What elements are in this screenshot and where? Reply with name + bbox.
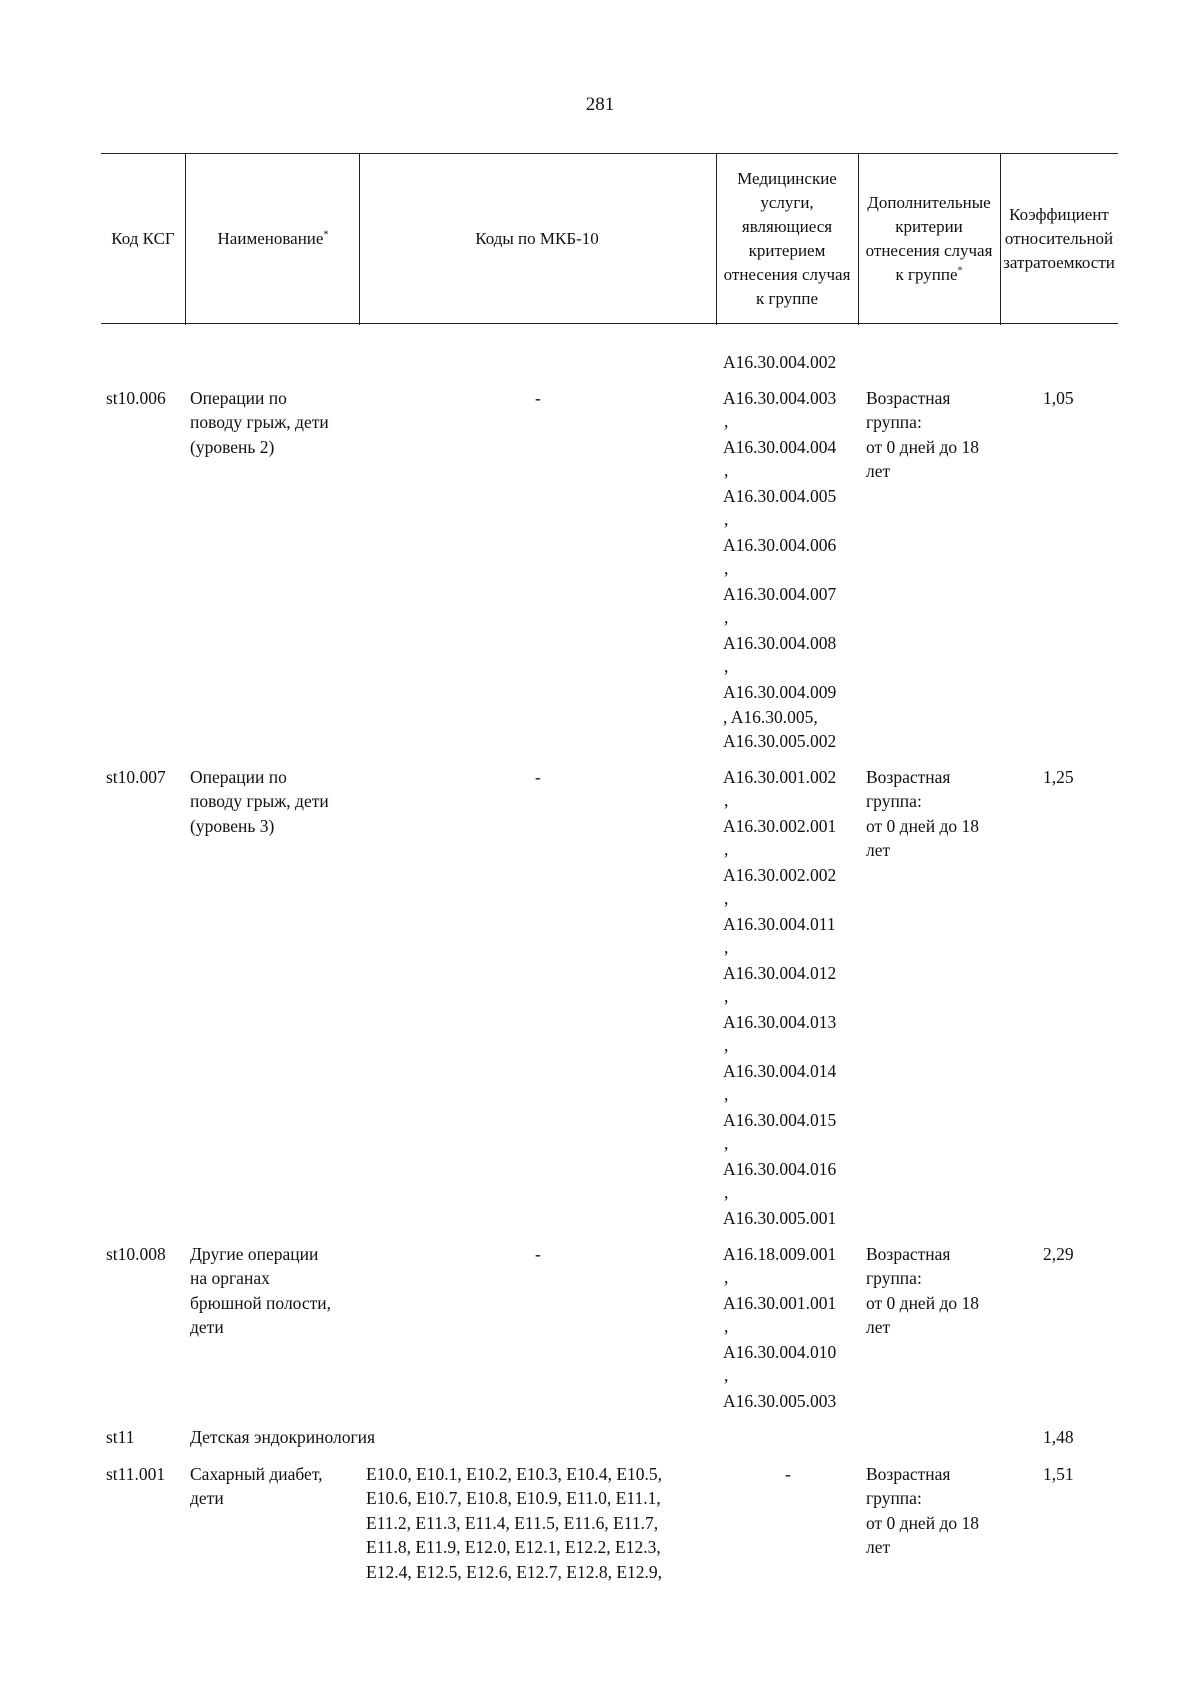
- separator: ,: [724, 1133, 729, 1153]
- separator: ,: [724, 1316, 729, 1336]
- coefficient-value: 1,48: [1043, 1427, 1074, 1447]
- service-code: A16.30.004.008: [723, 633, 837, 653]
- separator: ,: [724, 509, 729, 529]
- service-code: A16.30.004.003: [723, 388, 837, 408]
- group-name-line: (уровень 2): [190, 437, 275, 457]
- header-bottom-rule: [101, 323, 1118, 324]
- separator: ,: [724, 790, 729, 810]
- ksg-code: st11: [106, 1427, 135, 1447]
- header-top-rule: [101, 153, 1118, 154]
- group-name-line: поводу грыж, дети: [190, 791, 329, 811]
- header-name: Наименование*: [217, 229, 329, 248]
- separator: ,: [724, 460, 729, 480]
- service-code: A16.30.002.002: [723, 865, 837, 885]
- page-number: 281: [585, 94, 615, 115]
- coefficient-value: 1,05: [1043, 388, 1074, 408]
- service-code: A16.30.002.001: [723, 816, 837, 836]
- group-name-line: (уровень 3): [190, 816, 275, 836]
- service-code: A16.30.004.016: [723, 1159, 837, 1179]
- criteria-line: лет: [866, 1537, 891, 1557]
- services-dash: -: [785, 1464, 791, 1484]
- separator: ,: [724, 937, 729, 957]
- service-code: A16.30.004.009: [723, 682, 837, 702]
- service-code: A16.30.005.003: [723, 1391, 837, 1411]
- service-code: A16.30.001.001: [723, 1293, 837, 1313]
- separator: ,: [724, 839, 729, 859]
- column-divider: [359, 153, 360, 325]
- criteria-line: Возрастная: [866, 1464, 951, 1484]
- mkb-codes-line: E11.8, E11.9, E12.0, E12.1, E12.2, E12.3,: [366, 1537, 661, 1557]
- criteria-line: Возрастная: [866, 1244, 951, 1264]
- group-name-line: Сахарный диабет,: [190, 1464, 323, 1484]
- ksg-code: st10.006: [106, 388, 166, 408]
- column-divider: [858, 153, 859, 325]
- column-divider: [716, 153, 717, 325]
- criteria-line: от 0 дней до 18: [866, 1293, 979, 1313]
- service-code: A16.30.004.015: [723, 1110, 837, 1130]
- column-divider: [185, 153, 186, 325]
- ksg-code: st10.007: [106, 767, 166, 787]
- criteria-line: от 0 дней до 18: [866, 1513, 979, 1533]
- separator: ,: [724, 986, 729, 1006]
- service-code: , A16.30.005,: [723, 707, 818, 727]
- service-code: A16.30.004.006: [723, 535, 837, 555]
- group-name-line: дети: [190, 1317, 224, 1337]
- service-code: A16.30.001.002: [723, 767, 837, 787]
- criteria-line: группа:: [866, 791, 922, 811]
- group-name-line: дети: [190, 1488, 224, 1508]
- ksg-code: st10.008: [106, 1244, 166, 1264]
- service-code: A16.30.004.007: [723, 584, 837, 604]
- mkb-codes-dash: -: [535, 1244, 541, 1264]
- criteria-line: группа:: [866, 1268, 922, 1288]
- mkb-codes-line: E12.4, E12.5, E12.6, E12.7, E12.8, E12.9,: [366, 1562, 663, 1582]
- service-code: A16.30.004.013: [723, 1012, 837, 1032]
- service-code: A16.30.004.011: [723, 914, 836, 934]
- service-code: A16.30.004.014: [723, 1061, 837, 1081]
- mkb-codes-dash: -: [535, 388, 541, 408]
- service-code: A16.30.004.010: [723, 1342, 837, 1362]
- coefficient-value: 2,29: [1043, 1244, 1074, 1264]
- separator: ,: [724, 558, 729, 578]
- mkb-codes-line: E10.0, E10.1, E10.2, E10.3, E10.4, E10.5,: [366, 1464, 663, 1484]
- coefficient-value: 1,25: [1043, 767, 1074, 787]
- separator: ,: [724, 1365, 729, 1385]
- criteria-line: от 0 дней до 18: [866, 437, 979, 457]
- criteria-line: группа:: [866, 1488, 922, 1508]
- separator: ,: [724, 1084, 729, 1104]
- group-name-line: Операции по: [190, 767, 287, 787]
- criteria-line: лет: [866, 461, 891, 481]
- group-name-line: Другие операции: [190, 1244, 319, 1264]
- service-code: A16.30.005.001: [723, 1208, 837, 1228]
- mkb-codes-line: E11.2, E11.3, E11.4, E11.5, E11.6, E11.7,: [366, 1513, 659, 1533]
- group-name-line: Операции по: [190, 388, 287, 408]
- criteria-line: Возрастная: [866, 767, 951, 787]
- separator: ,: [724, 607, 729, 627]
- service-code: A16.18.009.001: [723, 1244, 837, 1264]
- separator: ,: [724, 888, 729, 908]
- separator: ,: [724, 411, 729, 431]
- header-services: Медицинские услуги, являющиеся критерием отнесения случая к группе: [723, 169, 851, 308]
- criteria-line: от 0 дней до 18: [866, 816, 979, 836]
- header-mkb: Коды по МКБ-10: [475, 229, 599, 248]
- criteria-line: лет: [866, 1317, 891, 1337]
- column-divider: [1000, 153, 1001, 325]
- header-coefficient: Коэффициент относительной затратоемкости: [1003, 205, 1115, 272]
- group-name-line: брюшной полости,: [190, 1293, 332, 1313]
- separator: ,: [724, 1267, 729, 1287]
- profile-name: Детская эндокринология: [190, 1427, 376, 1447]
- criteria-line: группа:: [866, 412, 922, 432]
- header-code: Код КСГ: [111, 229, 175, 248]
- criteria-line: лет: [866, 840, 891, 860]
- group-name-line: поводу грыж, дети: [190, 412, 329, 432]
- criteria-line: Возрастная: [866, 388, 951, 408]
- service-code: A16.30.004.004: [723, 437, 837, 457]
- separator: ,: [724, 656, 729, 676]
- separator: ,: [724, 1035, 729, 1055]
- service-code: A16.30.004.002: [723, 352, 837, 372]
- group-name-line: на органах: [190, 1268, 270, 1288]
- service-code: A16.30.004.005: [723, 486, 837, 506]
- header-criteria: Дополнительные критерии отнесения случая к группе*: [865, 193, 993, 284]
- mkb-codes-dash: -: [535, 767, 541, 787]
- separator: ,: [724, 1182, 729, 1202]
- ksg-code: st11.001: [106, 1464, 166, 1484]
- service-code: A16.30.005.002: [723, 731, 837, 751]
- mkb-codes-line: E10.6, E10.7, E10.8, E10.9, E11.0, E11.1,: [366, 1488, 661, 1508]
- service-code: A16.30.004.012: [723, 963, 837, 983]
- coefficient-value: 1,51: [1043, 1464, 1074, 1484]
